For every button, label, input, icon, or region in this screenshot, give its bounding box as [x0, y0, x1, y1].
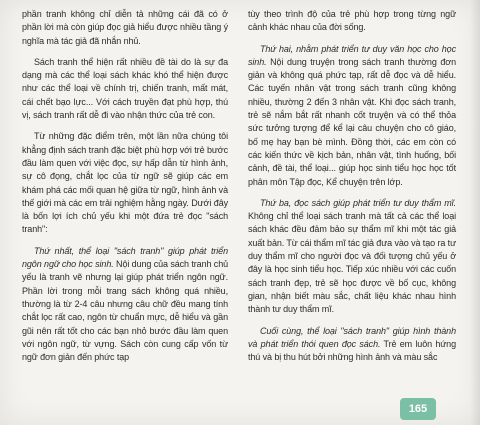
paragraph-lead: Thứ nhất, thể loại "sách tranh" giúp phát triển ngôn ngữ cho học sinh.	[22, 245, 228, 270]
paragraph-lead: Thứ hai, nhằm phát triển tư duy văn học cho học sinh.	[248, 43, 456, 67]
right-text-column	[248, 8, 456, 372]
paragraph-lead: Thứ ba, đọc sách giúp phát triển tư duy thẩm mĩ.	[260, 197, 456, 208]
page-edge-shadow	[470, 0, 480, 425]
paragraph	[248, 325, 456, 365]
paragraph-text: Từ những đặc điểm trên, một lần nữa chúng tôi khẳng định sách tranh đặc biệt phù hợp với trẻ bước đầu làm quen với việc đọc, sự hấp dẫn từ hình ảnh, sự cô đọng, chắt lọc của từ ngữ sẽ giúp các em khám phá các mối quan hệ giữa từ ngữ, hình ảnh và thế giới mà các em trải nghiệm hằng ngày. Dưới đây là bốn lợi ích chủ yếu khi một đứa trẻ đọc "sách tranh":	[22, 131, 228, 235]
paragraph-text: Trẻ em luôn hứng thú và bị thu hút bởi những hình ảnh và màu sắc	[248, 338, 456, 363]
paragraph	[22, 8, 228, 48]
left-text-column	[22, 8, 228, 372]
paragraph	[22, 245, 228, 365]
paragraph-text: Không chỉ thể loại sách tranh mà tất cả các thể loại sách khác đều đảm bảo sự thẩm mĩ khi một tác giả xuất bản. Từ cái thẩm mĩ tác giả đưa vào và tạo ra tư duy thẩm mĩ cho người đọc và đối tượng chủ yếu ở đây là học sinh tiểu học. Tiếp xúc nhiều với các cuốn sách tranh đẹp, trẻ sẽ học được về bố cục, không gian, nhận biết màu sắc, chất liệu khác nhau hình thành tư duy thẩm mĩ.	[248, 211, 456, 315]
paragraph-text: Nội dung truyện trong sách tranh thường đơn giản và không quá phức tạp, rất dễ đọc và dễ hiểu. Các tuyến nhân vật trong sách tranh cũng không nhiều, thường 2 đến 3 nhân vật. Khi đọc sách tranh, trẻ sẽ nắm bắt rất nhanh cốt truyện và có thể thỏa sức tưởng tượng để kể lại câu chuyện cho cô giáo, bố mẹ hay bạn bè mình. Đồng thời, các em còn có các kiến thức về kịch bản, nhân vật, tình huống, bối cảnh, đề tài, thể loại... giúp học sinh tiểu học học tốt phân môn Tập đọc, Kể chuyện trên lớp.	[248, 56, 456, 187]
paragraph-text: phần tranh không chỉ diễn tả những cái đã có ở phần lời mà còn giúp đọc giả hiểu được nhiều tầng ý nghĩa mà tác giả đã nhắn nhủ.	[22, 9, 228, 46]
paragraph-text: tùy theo trình độ của trẻ phù hợp trong từng ngữ cảnh khác nhau của đời sống.	[248, 9, 456, 33]
paragraph	[22, 130, 228, 236]
paragraph	[22, 56, 228, 122]
paragraph-text: Sách tranh thể hiện rất nhiều đề tài do là sự đa dạng mà các thể loại sách khác khó thể hiện được như các thể loại về chính trị, chiến tranh, mất mát, cái chết bạo lực... Với cách truyền đạt phù hợp, thú vị, sách tranh rất dễ đi vào nhận thức của trẻ con.	[22, 56, 228, 121]
paragraph	[248, 8, 456, 35]
paragraph-lead: Cuối cùng, thể loại "sách tranh" giúp hình thành và phát triển thói quen đọc sách.	[248, 325, 456, 349]
paragraph	[248, 43, 456, 189]
paragraph-text: Nội dung của sách tranh chủ yếu là tranh vẽ nhưng lại giúp phát triển ngôn ngữ. Phần lời trong mỗi trang sách không quá nhiều, thường là từ 2-4 câu nhưng câu chữ đều mang tính chắt lọc rất cao, ngôn từ chuẩn mực, dễ hiểu và gần gũi nên rất tốt cho các bạn nhỏ bước đầu làm quen với ngôn ngữ, từ vựng. Sách còn cung cấp vốn từ ngữ đơn giản đến phức tạp	[22, 259, 228, 363]
page-number-badge: 165	[400, 398, 436, 420]
paragraph	[248, 197, 456, 317]
